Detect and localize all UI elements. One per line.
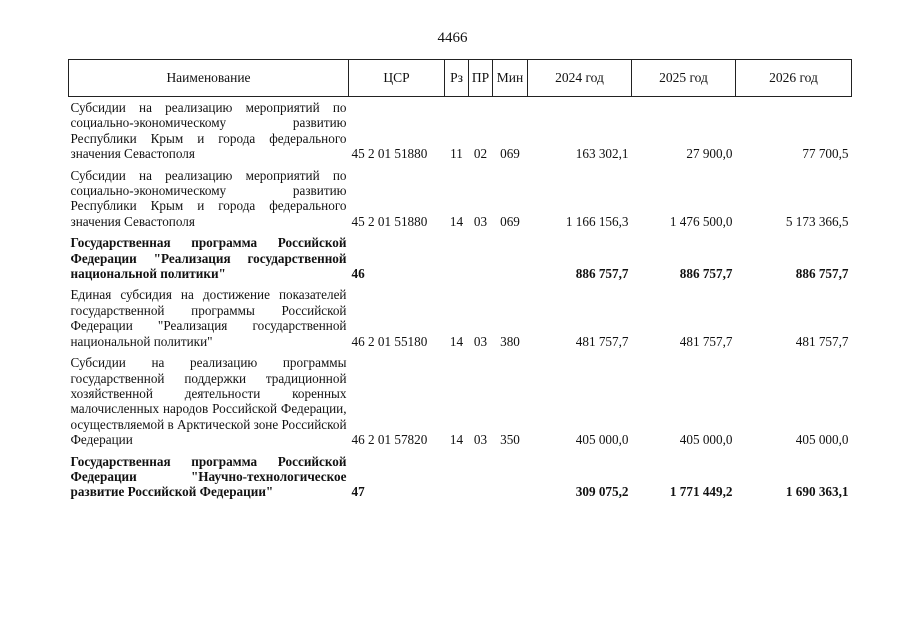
row-2026: 405 000,0	[795, 432, 849, 448]
row-pr: 03	[473, 213, 488, 229]
row-2025: 1 476 500,0	[669, 213, 733, 229]
row-rz: 14	[449, 333, 464, 349]
row-name: Субсидии на реализацию программы государственной поддержки традиционной хозяйственной деятельности коренных малочисленных народов Российской Федерации, осуществляемой в Арктической зоне Российской Федерации	[70, 355, 347, 448]
row-2024: 309 075,2	[575, 484, 629, 500]
row-csr: 46 2 01 57820	[351, 432, 428, 448]
row-pr	[469, 451, 493, 503]
header-2025: 2025 год	[632, 60, 736, 97]
header-2026: 2026 год	[736, 60, 852, 97]
row-pr	[469, 232, 493, 284]
row-csr: 45 2 01 51880	[351, 146, 428, 162]
row-rz: 14	[449, 213, 464, 229]
row-rz	[445, 232, 469, 284]
row-min: 069	[500, 213, 520, 229]
row-csr: 46 2 01 55180	[351, 333, 428, 349]
table-row-program	[69, 451, 852, 503]
row-csr: 45 2 01 51880	[351, 213, 428, 229]
row-name: Субсидии на реализацию мероприятий по социально-экономическому развитию Республики Крым и города федерального значения Севастополя	[70, 167, 347, 229]
header-pr: ПР	[469, 60, 493, 97]
row-2025: 481 757,7	[679, 333, 733, 349]
row-rz	[445, 451, 469, 503]
row-2025: 1 771 449,2	[669, 484, 733, 500]
row-name: Государственная программа Российской Федерации "Реализация государственной национальной политики"	[70, 235, 347, 282]
row-name: Государственная программа Российской Федерации "Научно-технологическое развитие Российской Федерации"	[70, 453, 347, 500]
row-rz: 14	[449, 432, 464, 448]
row-2024: 405 000,0	[575, 432, 629, 448]
table-row	[69, 165, 852, 233]
row-2026: 481 757,7	[795, 333, 849, 349]
row-csr: 46	[351, 266, 365, 282]
table-row	[69, 284, 852, 352]
row-2024: 886 757,7	[575, 266, 629, 282]
row-2024: 481 757,7	[575, 333, 629, 349]
row-min: 380	[500, 333, 520, 349]
row-min: 350	[500, 432, 520, 448]
row-csr: 47	[351, 484, 365, 500]
header-name: Наименование	[69, 60, 349, 97]
header-min: Мин	[493, 60, 528, 97]
row-name: Субсидии на реализацию мероприятий по социально-экономическому развитию Республики Крым и города федерального значения Севастополя	[70, 100, 347, 162]
row-2026: 1 690 363,1	[785, 484, 849, 500]
page-number: 4466	[437, 30, 468, 46]
row-2025: 27 900,0	[686, 146, 733, 162]
row-name: Единая субсидия на достижение показателей государственной программы Российской Федерации "Реализация государственной национальной политики"	[70, 287, 347, 349]
row-pr: 02	[473, 146, 488, 162]
row-pr: 03	[473, 432, 488, 448]
header-csr: ЦСР	[349, 60, 445, 97]
table-row	[69, 352, 852, 450]
row-2026: 886 757,7	[795, 266, 849, 282]
row-min	[493, 451, 528, 503]
row-min: 069	[500, 146, 520, 162]
table-row-program	[69, 232, 852, 284]
table-row	[69, 97, 852, 165]
header-2024: 2024 год	[528, 60, 632, 97]
table-header-row	[69, 60, 852, 97]
row-2025: 405 000,0	[679, 432, 733, 448]
row-pr: 03	[473, 333, 488, 349]
row-2025: 886 757,7	[679, 266, 733, 282]
row-2024: 1 166 156,3	[565, 213, 629, 229]
row-min	[493, 232, 528, 284]
row-2026: 5 173 366,5	[785, 213, 849, 229]
row-2024: 163 302,1	[575, 146, 629, 162]
budget-table	[68, 59, 852, 503]
header-rz: Рз	[445, 60, 469, 97]
row-2026: 77 700,5	[802, 146, 849, 162]
row-rz: 11	[450, 146, 463, 162]
